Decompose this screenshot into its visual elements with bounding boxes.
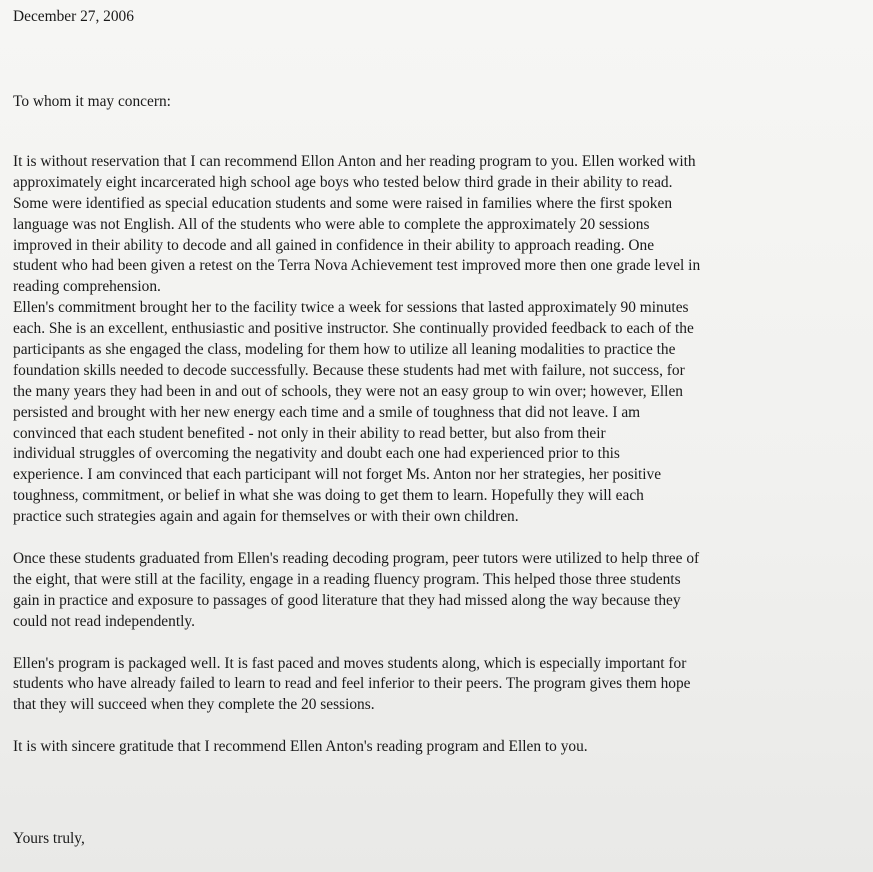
text-line: student who had been given a retest on the Terra Nova Achievement test improved more then one grade level in — [13, 257, 701, 275]
paragraph-3 — [13, 654, 841, 717]
text-line: approximately eight incarcerated high school age boys who tested below third grade in their ability to read. — [13, 173, 673, 191]
text-line: language was not English. All of the students who were able to complete the approximately 20 sessions — [13, 215, 650, 233]
text-line: persisted and brought with her new energy each time and a smile of toughness that did not leave. I am — [13, 403, 641, 421]
paragraph-gap — [13, 633, 841, 654]
paragraph-4 — [13, 737, 841, 758]
text-line: students who have already failed to learn to read and feel inferior to their peers. The program gives them hope — [13, 675, 691, 693]
text-line: each. She is an excellent, enthusiastic and positive instructor. She continually provided feedback to each of the — [13, 320, 694, 338]
text-line: participants as she engaged the class, modeling for them how to utilize all leaning modalities to practice the — [13, 341, 676, 359]
text-line: could not read independently. — [13, 612, 195, 630]
letter-date: December 27, 2006 — [13, 8, 134, 25]
paragraph-1 — [13, 152, 841, 528]
paragraph-gap — [13, 528, 841, 549]
text-line: experience. I am convinced that each participant will not forget Ms. Anton nor her strategies, her positive — [13, 466, 662, 484]
text-line: Ellen's program is packaged well. It is fast paced and moves students along, which is especially important for — [13, 654, 687, 672]
text-line: It is without reservation that I can recommend Ellon Anton and her reading program to you. Ellen worked with — [13, 153, 696, 170]
letter-body — [13, 152, 841, 758]
paragraph-2 — [13, 549, 841, 633]
text-line: reading comprehension. — [13, 278, 161, 296]
text-line: Ellen's commitment brought her to the facility twice a week for sessions that lasted approximately 90 minutes — [13, 299, 689, 317]
text-line: gain in practice and exposure to passages of good literature that they had missed along the way because they — [13, 591, 681, 609]
text-line: the eight, that were still at the facility, engage in a reading fluency program. This helped those three students — [13, 570, 681, 588]
paragraph-gap — [13, 716, 841, 737]
text-line: Once these students graduated from Ellen's reading decoding program, peer tutors were utilized to help three of — [13, 550, 700, 568]
text-line: Some were identified as special education students and some were raised in families where the first spoken — [13, 194, 673, 212]
text-line: practice such strategies again and again for themselves or with their own children. — [13, 508, 519, 526]
text-line: convinced that each student benefited - not only in their ability to read better, but also from their — [13, 424, 606, 442]
letter-salutation: To whom it may concern: — [13, 93, 171, 110]
letter-closing: Yours truly, — [13, 830, 85, 847]
text-line: individual struggles of overcoming the negativity and doubt each one had experienced prior to this — [13, 445, 620, 463]
text-line: It is with sincere gratitude that I recommend Ellen Anton's reading program and Ellen to you. — [13, 738, 588, 756]
text-line: the many years they had been in and out of schools, they were not an easy group to win over; however, Ellen — [13, 382, 683, 400]
text-line: improved in their ability to decode and all gained in confidence in their ability to approach reading. One — [13, 236, 655, 254]
text-line: foundation skills needed to decode successfully. Because these students had met with failure, not success, for — [13, 361, 685, 379]
text-line: that they will succeed when they complete the 20 sessions. — [13, 696, 375, 714]
text-line: toughness, commitment, or belief in what she was doing to get them to learn. Hopefully they will each — [13, 487, 644, 505]
